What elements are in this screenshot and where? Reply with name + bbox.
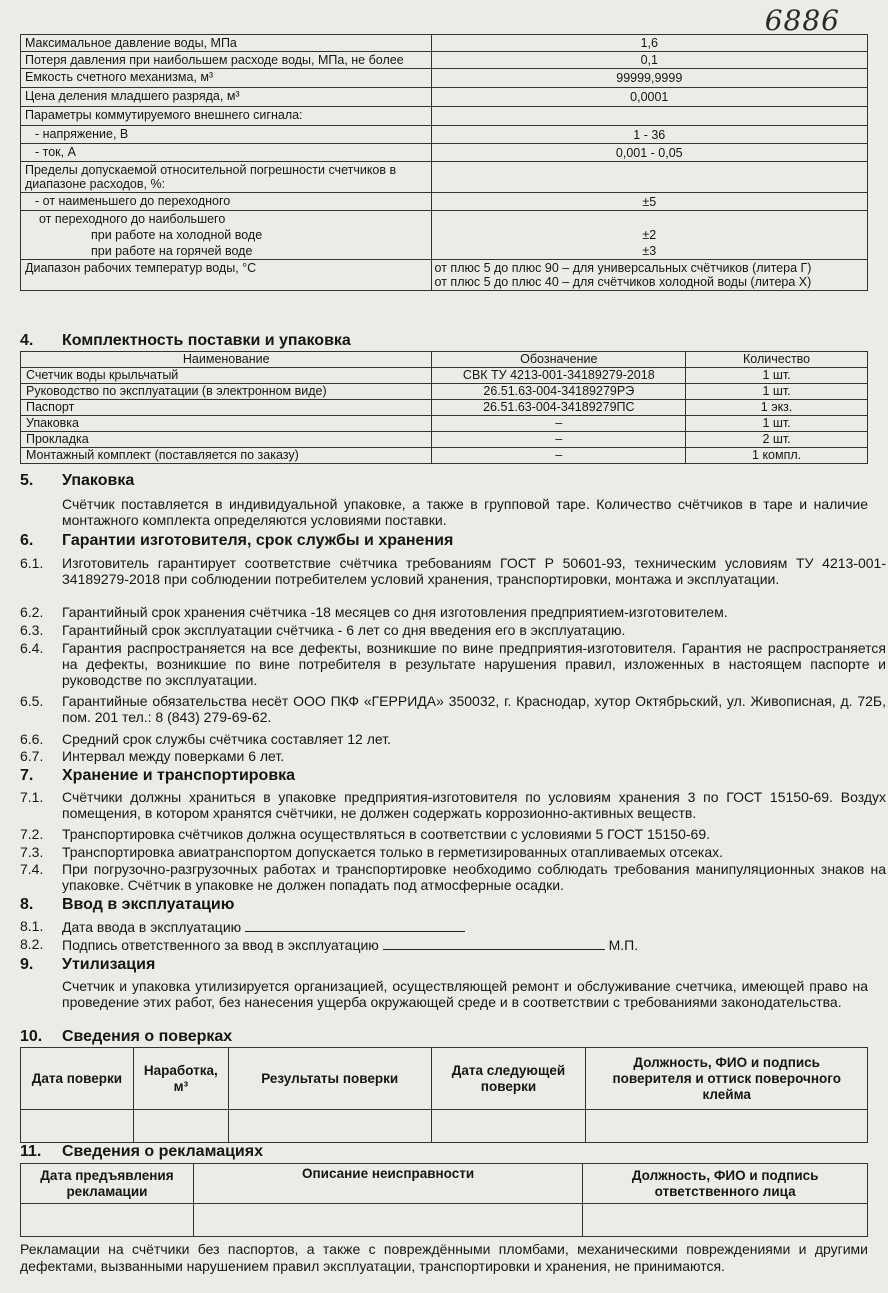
param-label: Потеря давления при наибольшем расходе воды, МПа, не более — [21, 52, 432, 69]
item-text: Дата ввода в эксплуатацию — [62, 919, 242, 935]
column-header — [133, 1048, 228, 1110]
section-title: Хранение и транспортировка — [62, 767, 296, 784]
cell-designation: – — [432, 416, 686, 432]
table-cell[interactable] — [431, 1110, 586, 1143]
cell-name: Монтажный комплект (поставляется по заказу) — [21, 448, 432, 464]
item-text: Средний срок службы счётчика составляет 12 лет. — [62, 731, 391, 747]
table-row — [21, 211, 868, 228]
table-row — [21, 243, 868, 260]
header-line: рекламации — [66, 1183, 148, 1199]
item-number: 6.1. — [20, 555, 44, 571]
table-row — [21, 400, 868, 416]
header-line: Должность, ФИО и подпись — [631, 1167, 819, 1183]
param-label: Пределы допускаемой относительной погрешности счетчиков в диапазоне расходов, %: — [21, 162, 432, 193]
stamp-label: М.П. — [608, 937, 639, 953]
header-line: м³ — [173, 1078, 189, 1094]
param-label: Параметры коммутируемого внешнего сигнала: — [21, 107, 432, 126]
param-label: от переходного до наибольшего — [21, 211, 432, 228]
item-number: 6.4. — [20, 640, 44, 656]
column-header: Количество — [686, 352, 868, 368]
handwritten-number: 6886 — [764, 4, 840, 37]
header-line: Дата следующей — [451, 1062, 566, 1078]
kit-table — [20, 351, 868, 464]
table-cell[interactable] — [228, 1110, 431, 1143]
footer-note: Рекламации на счётчики без паспортов, а также с повреждёнными пломбами, механическими повреждениями и другими дефектами, вызванными нарушением правил эксплуатации, транспортировки и хранения, не принимаются. — [20, 1241, 868, 1274]
table-row — [21, 1110, 868, 1143]
item-text: Изготовитель гарантирует соответствие счётчика требованиям ГОСТ Р 50601-93, техническим условиям ТУ 4213-001-34189279-2018 при соблюдении потребителем условий хранения, транспортировки, монтажа и эксплуатации. — [62, 555, 886, 587]
section-number: 4. — [20, 332, 34, 349]
param-label: - ток, А — [21, 144, 432, 162]
column-header — [586, 1048, 868, 1110]
item-text: Интервал между поверками 6 лет. — [62, 748, 285, 764]
item-number: 6.2. — [20, 604, 44, 620]
section-title: Упаковка — [62, 472, 135, 489]
section-number: 9. — [20, 956, 34, 973]
param-label: при работе на холодной воде — [21, 227, 432, 243]
item-number: 7.1. — [20, 789, 44, 805]
section-number: 8. — [20, 896, 34, 913]
column-header: Наименование — [21, 352, 432, 368]
header-line: поверителя и оттиск поверочного — [612, 1070, 841, 1086]
param-label: - напряжение, В — [21, 126, 432, 144]
table-row — [21, 88, 868, 107]
verification-table — [20, 1047, 868, 1143]
column-header: Дата поверки — [21, 1048, 134, 1110]
param-label: Максимальное давление воды, МПа — [21, 35, 432, 52]
cell-name: Руководство по эксплуатации (в электронном виде) — [21, 384, 432, 400]
item-number: 6.7. — [20, 748, 44, 764]
header-line: Наработка, — [143, 1062, 218, 1078]
cell-designation: – — [432, 448, 686, 464]
item-text: При погрузочно-разгрузочных работах и транспортировке необходимо соблюдать требования манипуляционных знаков на упаковке. Счётчик в упаковке не должен попадать под атмосферные осадки. — [62, 861, 886, 893]
param-label: Цена деления младшего разряда, м³ — [21, 88, 432, 107]
cell-quantity: 1 шт. — [686, 384, 868, 400]
param-value: ±2 — [431, 227, 867, 243]
column-header — [431, 1048, 586, 1110]
table-row — [21, 1204, 868, 1237]
column-header: Описание неисправности — [193, 1164, 582, 1204]
header-line: поверки — [480, 1078, 537, 1094]
param-label: при работе на горячей воде — [21, 243, 432, 260]
param-value: 1,6 — [431, 35, 867, 52]
table-header-row — [21, 352, 868, 368]
item-number: 8.1. — [20, 918, 44, 934]
table-row — [21, 193, 868, 211]
table-row — [21, 448, 868, 464]
item-number: 7.4. — [20, 861, 44, 877]
header-line: ответственного лица — [654, 1183, 796, 1199]
table-cell[interactable] — [21, 1204, 194, 1237]
header-line: клейма — [702, 1086, 751, 1102]
item-number: 6.5. — [20, 693, 44, 709]
section-heading — [20, 472, 134, 490]
item-number: 7.3. — [20, 844, 44, 860]
table-row — [21, 107, 868, 126]
section-heading — [20, 956, 155, 974]
table-row — [21, 144, 868, 162]
section-number: 10. — [20, 1028, 43, 1045]
param-value: 0,0001 — [431, 88, 867, 107]
table-cell[interactable] — [586, 1110, 868, 1143]
section-heading — [20, 332, 351, 350]
cell-name: Прокладка — [21, 432, 432, 448]
section-heading — [20, 896, 234, 914]
section-number: 7. — [20, 767, 34, 784]
column-header — [583, 1164, 868, 1204]
section-title: Гарантии изготовителя, срок службы и хранения — [62, 532, 454, 549]
cell-designation: – — [432, 432, 686, 448]
cell-quantity: 1 компл. — [686, 448, 868, 464]
cell-designation: 26.51.63-004-34189279ПС — [432, 400, 686, 416]
section-heading — [20, 1143, 263, 1161]
header-line: Дата предъявления — [40, 1167, 174, 1183]
item-text: Подпись ответственного за ввод в эксплуатацию — [62, 937, 379, 953]
item-text: Гарантийный срок эксплуатации счётчика - 6 лет со дня введения его в эксплуатацию. — [62, 622, 626, 638]
paragraph: Счетчик и упаковка утилизируется организацией, осуществляющей ремонт и обслуживание счетчика, имеющей право на проведение этих работ, без нанесения ущерба окружающей среде и в соответствии с требованиями законодательства. — [62, 978, 868, 1010]
range-line: от плюс 5 до плюс 40 – для счётчиков холодной воды (литера Х) — [434, 275, 812, 289]
table-row — [21, 368, 868, 384]
section-title: Сведения о поверках — [62, 1028, 233, 1045]
parameters-table — [20, 34, 868, 291]
item-text: Счётчики должны храниться в упаковке предприятия-изготовителя по условиям хранения 3 по ГОСТ 15150-69. Воздух помещения, в котором хранятся счётчики, не должен содержать коррозионно-активных веществ. — [62, 789, 886, 821]
table-row — [21, 384, 868, 400]
section-title: Ввод в эксплуатацию — [62, 896, 235, 913]
paragraph: Счётчик поставляется в индивидуальной упаковке, а также в групповой таре. Количество счётчиков в таре и наличие монтажного комплекта определяются условиями поставки. — [62, 496, 868, 528]
param-label: Диапазон рабочих температур воды, °С — [21, 260, 432, 291]
item-number: 8.2. — [20, 936, 44, 952]
item-text: Транспортировка счётчиков должна осуществляться в соответствии с условиями 5 ГОСТ 15150-69. — [62, 826, 711, 842]
section-number: 6. — [20, 532, 34, 549]
item-text: Транспортировка авиатранспортом допускается только в герметизированных отапливаемых отсеках. — [62, 844, 724, 860]
column-header — [21, 1164, 194, 1204]
header-line: Должность, ФИО и подпись — [633, 1054, 820, 1070]
param-label: Емкость счетного механизма, м³ — [21, 69, 432, 88]
complaints-table — [20, 1163, 868, 1237]
signature-input-line[interactable] — [383, 936, 605, 950]
table-row — [21, 69, 868, 88]
section-number: 11. — [20, 1143, 42, 1160]
item-number: 7.2. — [20, 826, 44, 842]
param-value: 1 - 36 — [431, 126, 867, 144]
table-row — [21, 162, 868, 193]
table-cell[interactable] — [193, 1204, 582, 1237]
column-header: Результаты поверки — [228, 1048, 431, 1110]
param-value: 99999,9999 — [431, 69, 867, 88]
param-value: ±3 — [431, 243, 867, 260]
item-text: Гарантийные обязательства несёт ООО ПКФ «ГЕРРИДА» 350032, г. Краснодар, хутор Октябрьский, ул. Живописная, д. 72Б, пом. 201 тел.: 8 (843) 279-69-62. — [62, 693, 886, 725]
table-header-row — [21, 1164, 868, 1204]
param-value: 0,001 - 0,05 — [431, 144, 867, 162]
section-number: 5. — [20, 472, 34, 489]
table-cell[interactable] — [583, 1204, 868, 1237]
table-row — [21, 126, 868, 144]
cell-quantity: 1 шт. — [686, 416, 868, 432]
cell-name: Упаковка — [21, 416, 432, 432]
cell-name: Паспорт — [21, 400, 432, 416]
param-value — [431, 107, 867, 126]
cell-quantity: 2 шт. — [686, 432, 868, 448]
table-cell[interactable] — [21, 1110, 134, 1143]
column-header: Обозначение — [432, 352, 686, 368]
item-number: 6.3. — [20, 622, 44, 638]
section-title: Сведения о рекламациях — [62, 1143, 263, 1160]
table-row — [21, 260, 868, 291]
cell-designation: 26.51.63-004-34189279РЭ — [432, 384, 686, 400]
range-line: от плюс 5 до плюс 90 – для универсальных счётчиков (литера Г) — [434, 261, 812, 275]
section-heading — [20, 1028, 232, 1046]
table-header-row — [21, 1048, 868, 1110]
item-number: 6.6. — [20, 731, 44, 747]
table-row — [21, 52, 868, 69]
table-row — [21, 432, 868, 448]
section-heading — [20, 532, 453, 550]
item-text: Гарантийный срок хранения счётчика -18 месяцев со дня изготовления предприятием-изготовителем. — [62, 604, 728, 620]
item-text: Гарантия распространяется на все дефекты, возникшие по вине предприятия-изготовителя. Гарантия не распространяется на дефекты, возникшие по вине потребителя в результате нарушения правил, изложенных в настоящем паспорте и руководстве по эксплуатации. — [62, 640, 886, 688]
param-value: 0,1 — [431, 52, 867, 69]
section-title: Утилизация — [62, 956, 156, 973]
param-value — [431, 260, 867, 291]
table-row — [21, 416, 868, 432]
table-row — [21, 227, 868, 243]
table-cell[interactable] — [133, 1110, 228, 1143]
param-value: ±5 — [431, 193, 867, 211]
section-heading — [20, 767, 295, 785]
table-row — [21, 35, 868, 52]
cell-designation: СВК ТУ 4213-001-34189279-2018 — [432, 368, 686, 384]
section-title: Комплектность поставки и упаковка — [62, 332, 351, 349]
cell-name: Счетчик воды крыльчатый — [21, 368, 432, 384]
cell-quantity: 1 экз. — [686, 400, 868, 416]
date-input-line[interactable] — [245, 918, 465, 932]
param-value — [431, 211, 867, 228]
cell-quantity: 1 шт. — [686, 368, 868, 384]
param-value — [431, 162, 867, 193]
param-label: - от наименьшего до переходного — [21, 193, 432, 211]
